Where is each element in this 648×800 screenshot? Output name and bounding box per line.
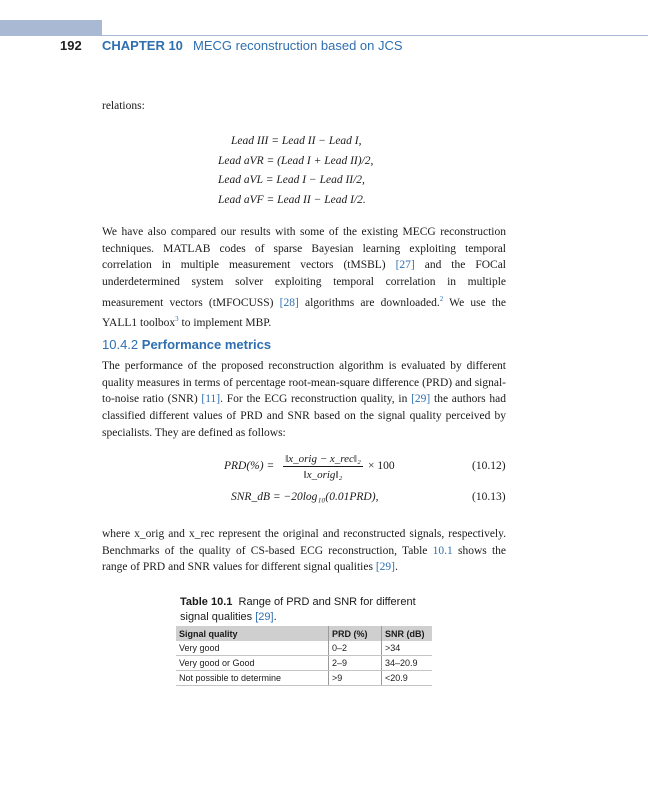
table-caption-label: Table 10.1 xyxy=(180,596,233,608)
formula-prd-rhs: × 100 xyxy=(368,460,395,472)
section-number: 10.4.2 xyxy=(102,337,139,352)
equation-number: (10.12) xyxy=(472,460,506,472)
table-caption: Table 10.1 Range of PRD and SNR for different signal qualities [29]. xyxy=(180,596,416,623)
table-reference-link[interactable]: 10.1 xyxy=(432,544,453,557)
citation-link[interactable]: [28] xyxy=(279,296,299,309)
table-row xyxy=(176,641,432,656)
citation-link[interactable]: [27] xyxy=(395,259,415,272)
formula-prd-numerator: ‖x_orig − x_rec‖₂ xyxy=(285,453,361,465)
table-cell: 2–9 xyxy=(329,656,382,671)
formula-prd-denominator: ‖x_orig‖₂ xyxy=(303,469,343,481)
footnote-link[interactable]: 2 xyxy=(439,294,444,303)
running-header xyxy=(0,38,648,56)
citation-link[interactable]: [29] xyxy=(255,611,274,623)
quality-table xyxy=(176,626,432,686)
table-row xyxy=(176,671,432,686)
citation-link[interactable]: [11] xyxy=(201,393,221,406)
table-row xyxy=(176,656,432,671)
equation-number: (10.13) xyxy=(472,491,506,503)
equation-lead-iii: Lead III = Lead II − Lead I, xyxy=(231,135,362,147)
table-cell: Very good or Good xyxy=(176,656,329,671)
formula-prd-lhs: PRD(%) = xyxy=(224,460,275,472)
section-title: Performance metrics xyxy=(141,337,272,352)
page-number: 192 xyxy=(60,38,82,53)
equation-lead-avf: Lead aVF = Lead II − Lead I/2. xyxy=(218,193,366,206)
table-cell: >9 xyxy=(329,671,382,686)
citation-link[interactable]: [29] xyxy=(375,561,395,574)
footnote-link[interactable]: 3 xyxy=(175,315,179,324)
paragraph-comparison: We have also compared our results with some of the existing MECG reconstruction techniques. MATLAB codes of sparse Bayesian learning exploiting temporal correlation in multiple measurement vectors (tMSBL) [27] and the FOCal underdetermined system solver exploiting temporal correlation in multiple measurement vectors (tMFOCUSS) [28] algorithms are downloaded.$^2$ We use the YALL1 toolbox$^3$ to implement MBP. xyxy=(102,226,506,330)
equation-lead-avl: Lead aVL = Lead I − Lead II/2, xyxy=(218,174,365,186)
relations-text: relations: xyxy=(102,100,145,112)
table-cell: Not possible to determine xyxy=(176,671,329,686)
equation-lead-avr: Lead aVR = (Lead I + Lead II)/2, xyxy=(218,154,374,167)
table-cell: Very good xyxy=(176,641,329,656)
table-header-cell: PRD (%) xyxy=(329,626,382,641)
chapter-label: CHAPTER 10 xyxy=(102,38,183,53)
table-cell: >34 xyxy=(382,641,433,656)
formula-snr: SNR_dB = −20log₁₀(0.01PRD), xyxy=(231,491,379,503)
fraction-bar xyxy=(283,466,363,467)
table-header-row xyxy=(176,626,432,641)
chapter-title: MECG reconstruction based on JCS xyxy=(193,38,403,53)
header-color-bar xyxy=(0,20,102,35)
section-heading xyxy=(102,337,271,352)
lead-equations xyxy=(218,132,373,210)
paragraph-benchmarks: where x_orig and x_rec represent the original and reconstructed signals, respectively. Benchmarks of the quality of CS-based ECG reconstruction, Table 10.1 shows the range of PRD and SNR values for different signal qualities [29]. xyxy=(102,528,506,574)
table-header-cell: SNR (dB) xyxy=(382,626,433,641)
citation-link[interactable]: [29] xyxy=(411,393,431,406)
formula-prd-fraction xyxy=(283,453,363,481)
paragraph-performance: The performance of the proposed reconstruction algorithm is evaluated by different quality measures in terms of percentage root-mean-square difference (PRD) and signal-to-noise ratio (SNR) [11]. For the ECG reconstruction quality, in [29] the authors had classified different values of PRD and SNR based on the signal quality perceived by specialists. They are defined as follows: xyxy=(102,360,507,439)
table-header-cell: Signal quality xyxy=(176,626,329,641)
table-cell: 34–20.9 xyxy=(382,656,433,671)
table-cell: 0–2 xyxy=(329,641,382,656)
header-rule xyxy=(0,35,648,36)
table-cell: <20.9 xyxy=(382,671,433,686)
